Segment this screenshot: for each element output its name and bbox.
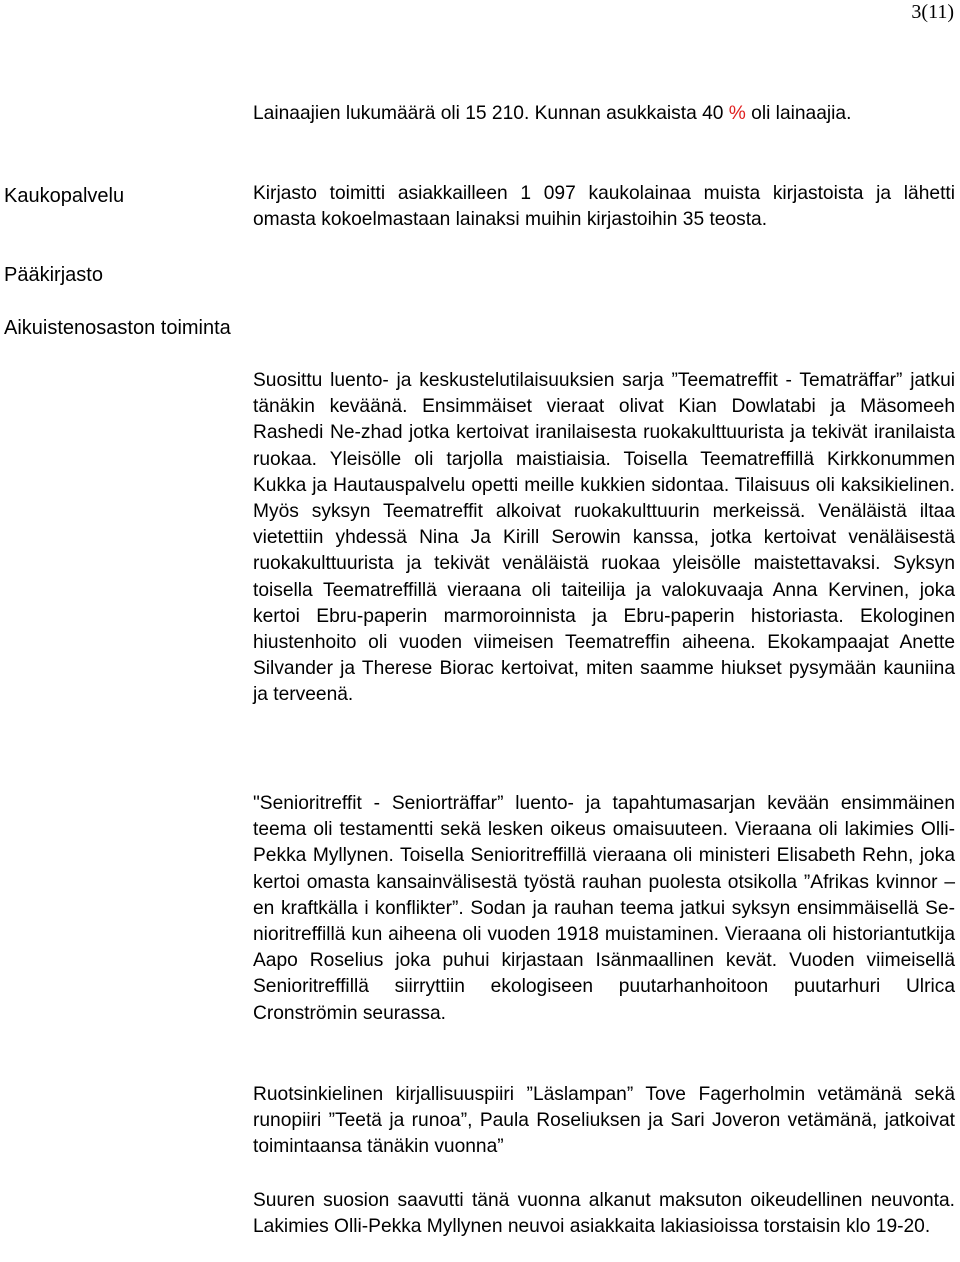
literature-circle-paragraph: Ruotsinkielinen kirjallisuuspiiri ”Läslampan” Tove Fagerholmin vetämänä sekä runopiiri ”Teetä ja runoa”, Paula Roseliuksen ja Sari Joveron vetämänä, jatkoivat toimintaansa tänäkin vuonna” bbox=[253, 1084, 955, 1158]
page-number: 3(11) bbox=[911, 1, 954, 23]
legal-advice-paragraph: Suuren suosion saavutti tänä vuonna alkanut maksuton oikeudellinen neuvonta. Lakimies Olli-Pekka Myllynen neuvoi asiakkaita lakiasioissa torstaisin klo 19-20. bbox=[253, 1190, 955, 1238]
percent-sign: % bbox=[728, 103, 746, 124]
borrowers-paragraph bbox=[253, 101, 955, 127]
heading-kaukopalvelu: Kaukopalvelu bbox=[4, 185, 125, 207]
heading-aikuistenosasto: Aikuistenosaston toiminta bbox=[4, 317, 231, 339]
interlibrary-loan-paragraph: Kirjasto toimitti asiakkailleen 1 097 kaukolainaa muista kirjastoista ja lähetti omasta kokoelmastaan lainaksi muihin kirjastoihin 35 teosta. bbox=[253, 183, 955, 231]
theme-dates-paragraph: Suosittu luento- ja keskustelutilaisuuksien sarja ”Teematreffit - Tematräffar” jatkui tänäkin keväänä. Ensimmäiset vieraat olivat Kian Dowlatabi ja Mäsomeeh Rashedi Ne-zhad jotka kertoivat iranilaisesta ruokakulttuurista ja tekivät iranilaista ruokaa. Yleisölle oli tarjolla maistiaisia. Toisella Teematreffillä Kirkkonummen Kukka ja Hautauspalvelu opetti meille kukkien sidontaa. Tilaisuus oli kaksikielinen. Myös syksyn Teematreffit alkoivat ruokakulttuurin merkeissä. Venäläistä iltaa vietettiin yhdessä Nina Ja Kirill Serowin kanssa, jotka kertoivat venäläisestä ruokakulttuurista ja tekivät venäläistä ruokaa yleisölle maistettavaksi. Syksyn toisella Teematreffillä vieraana oli taiteilija ja valokuvaaja Anna Kervinen, joka kertoi Ebru-paperin marmoroinnista ja Ebru-paperin historiasta. Ekologinen hiustenhoito oli vuoden viimeisen Teematreffin aiheena. Ekokampaajat Anette Silvander ja Therese Biorac kertoivat, miten saamme hiukset pysymään kauniina ja terveenä. bbox=[253, 370, 955, 706]
borrowers-text-end: oli lainaajia. bbox=[745, 103, 852, 124]
senior-dates-paragraph: "Senioritreffit - Seniorträffar” luento- ja tapahtumasarjan kevään ensimmäinen teema oli testamentti sekä lesken oikeus omaisuuteen. Vieraana oli lakimies Olli-Pekka Myllynen. Toisella Senioritreffillä vieraana oli ministeri Elisabeth Rehn, joka kertoi omasta kansainvälisestä työstä rauhan puolesta otsikolla ”Afrikas kvinnor – en kraftkälla i konflikter”. Sodan ja rauhan teema jatkui syksyn ensimmäisellä Senioritreffillä kun aiheena oli vuoden 1918 muistaminen. Vieraana oli historiantutkija Aapo Roselius joka puhui kirjastaan Isänmaallinen kevät. Vuoden viimeisellä Senioritreffillä siirryttiin ekologiseen puutarhanhoitoon puutarhuri Ulrica Cronströmin seurassa. bbox=[253, 793, 955, 1024]
borrowers-text: Lainaajien lukumäärä oli 15 210. Kunnan asukkaista 40 bbox=[253, 103, 729, 124]
heading-paakirjasto: Pääkirjasto bbox=[4, 264, 103, 286]
